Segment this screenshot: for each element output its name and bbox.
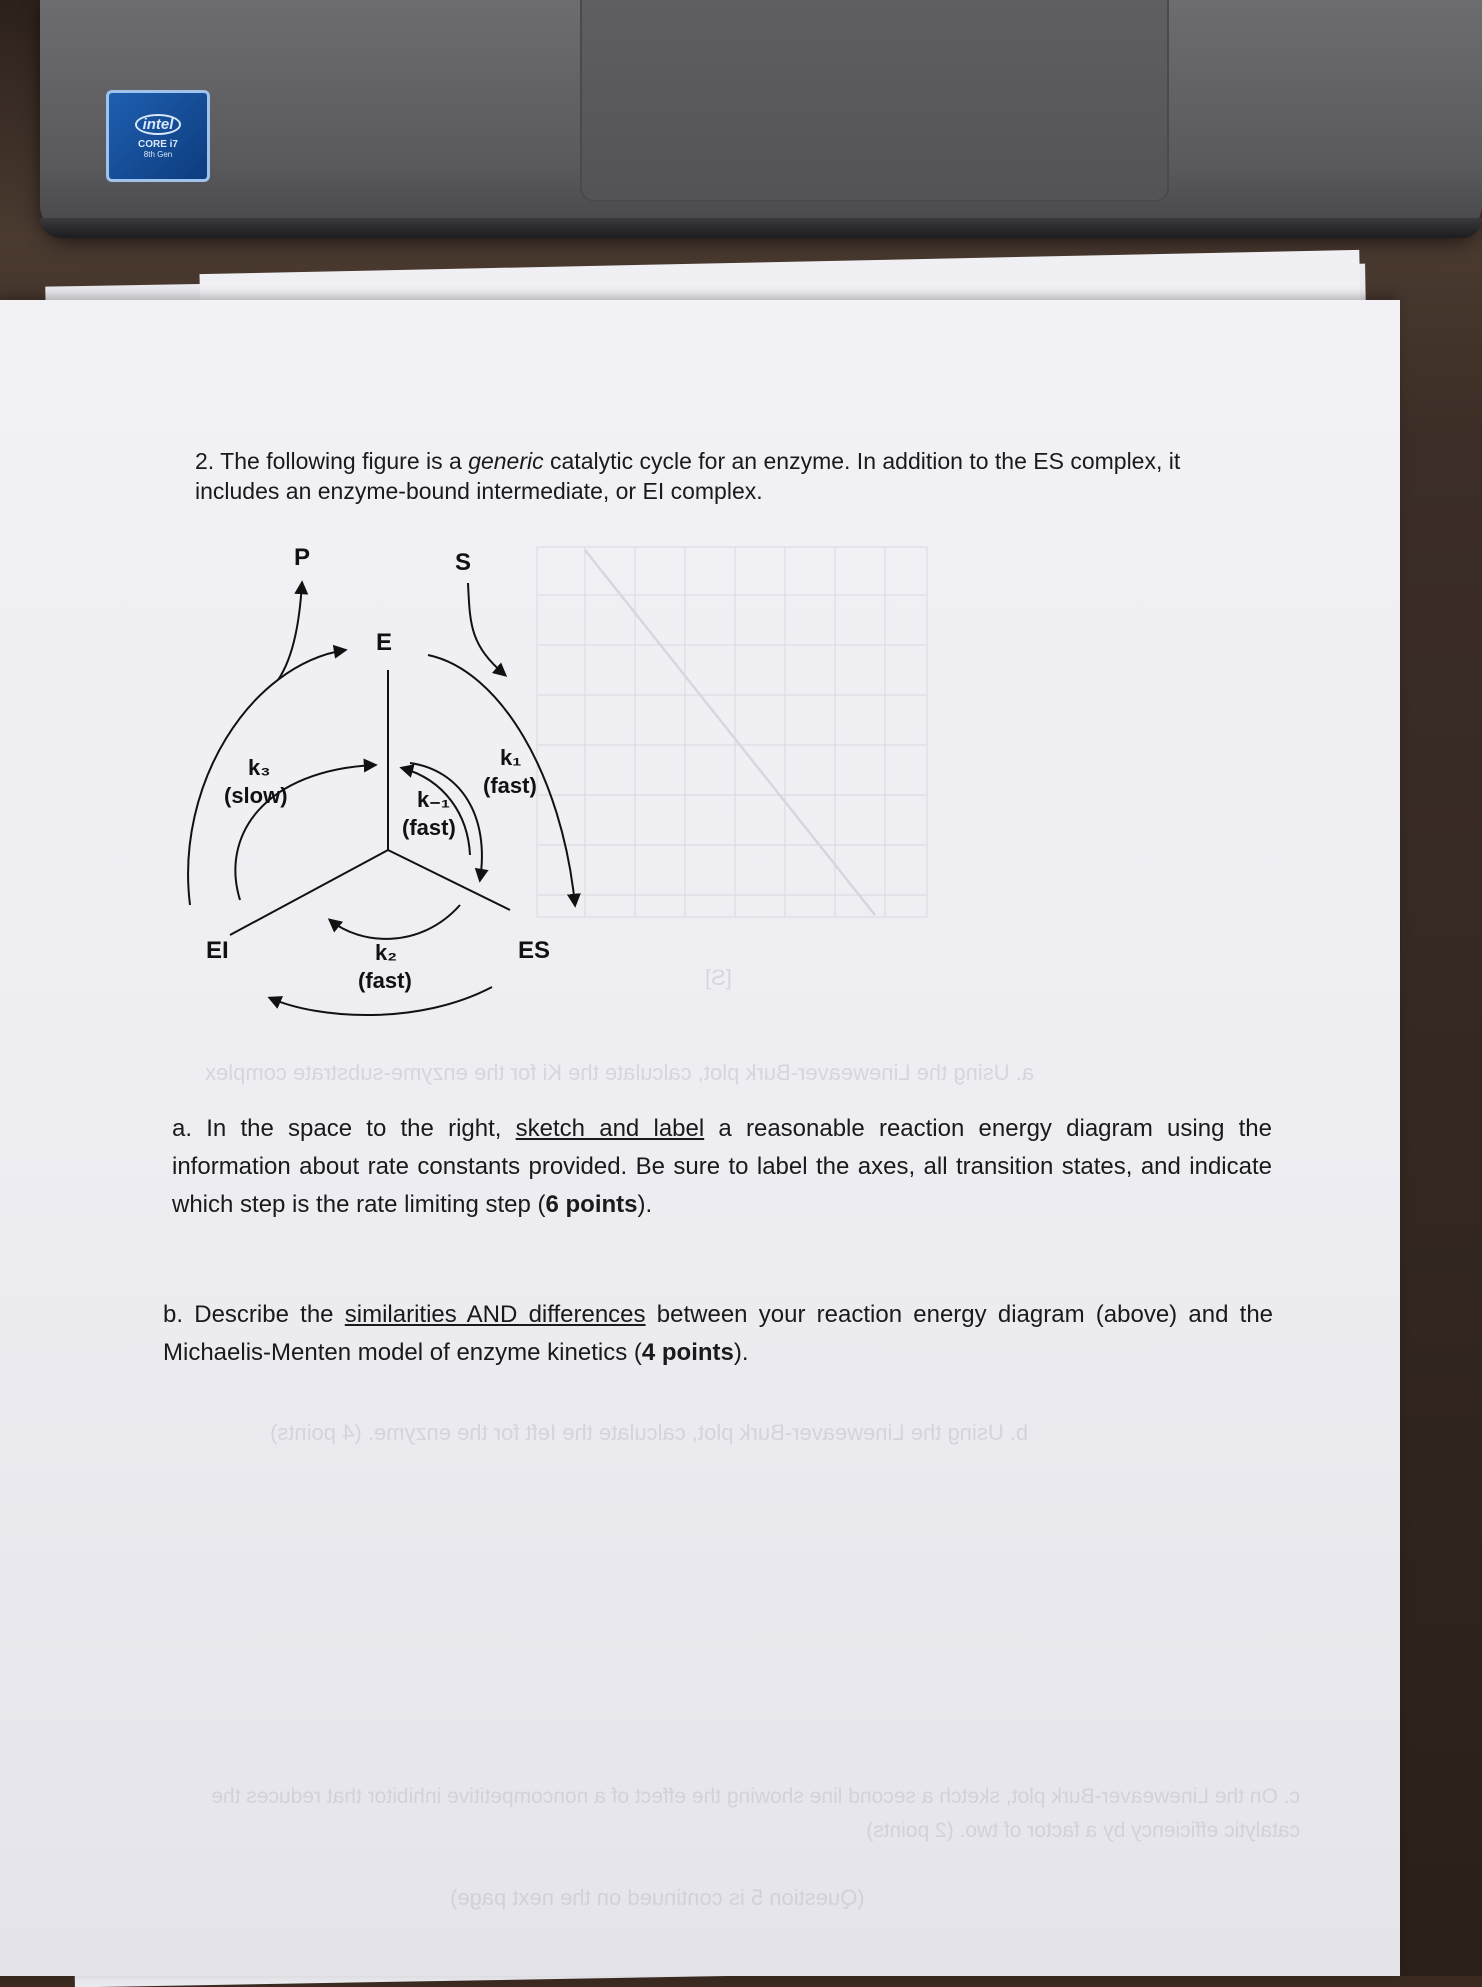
part-b-middle: between your reaction energy diagram (above) and the Michaelis-Menten model of enzyme kinetics ( bbox=[163, 1301, 1274, 1366]
bleed-through-line: a. Using the Lineweaver-Burk plot, calculate the Ki for the enzyme-substrate complex bbox=[205, 1060, 1035, 1085]
part-b-underlined: similarities AND differences bbox=[344, 1301, 646, 1328]
bleed-through-axis-label: [S] bbox=[705, 965, 732, 990]
part-a-points: 6 points bbox=[545, 1191, 638, 1218]
intel-badge bbox=[106, 90, 210, 182]
question-part-b bbox=[163, 1296, 1273, 1372]
part-a-underlined: sketch and label bbox=[515, 1115, 705, 1142]
label-k3: k₃ bbox=[248, 755, 271, 780]
laptop-trackpad bbox=[580, 0, 1169, 202]
part-a-middle: a reasonable reaction energy diagram using the information about rate constants provided. Be sure to label the axes, all transition states, and indicate which step is the rate limiting step ( bbox=[172, 1115, 1273, 1218]
part-a-prefix: a. In the space to the right, bbox=[172, 1115, 502, 1142]
intel-badge-model: CORE i7 bbox=[137, 138, 178, 150]
question-intro-italic: generic bbox=[468, 448, 544, 474]
label-ei: EI bbox=[206, 937, 229, 964]
laptop-edge bbox=[40, 218, 1482, 238]
label-kminus1: k₋₁ bbox=[417, 787, 450, 812]
question-number: 2. bbox=[195, 448, 215, 474]
spoke-es bbox=[388, 850, 510, 910]
label-k1-rate: (fast) bbox=[483, 773, 537, 798]
spoke-ei bbox=[230, 850, 388, 935]
arrow-substrate-binding bbox=[468, 583, 505, 675]
label-k2-rate: (fast) bbox=[358, 968, 412, 993]
label-s: S bbox=[455, 549, 472, 576]
label-es: ES bbox=[518, 937, 551, 964]
bleed-through-line: b. Using the Lineweaver-Burk plot, calculate the Ieft for the enzyme. (4 points) bbox=[270, 1420, 1029, 1445]
label-k2: k₂ bbox=[375, 940, 398, 965]
part-b-prefix: b. Describe the bbox=[163, 1301, 334, 1328]
label-kminus1-rate: (fast) bbox=[402, 815, 456, 840]
intel-badge-gen: 8th Gen bbox=[143, 149, 173, 159]
question-intro bbox=[195, 446, 1255, 506]
bleed-through-line: c. On the Lineweaver-Burk plot, sketch a second line showing the effect of a noncompetitive inhibitor that reduces the catalytic efficiency by a factor of two. (2 points) bbox=[211, 1785, 1300, 1842]
question-intro-text-1: The following figure is a bbox=[220, 448, 462, 474]
arrow-k2-inner bbox=[330, 905, 460, 939]
part-a-suffix: ). bbox=[637, 1191, 653, 1218]
question-part-a bbox=[172, 1110, 1272, 1224]
label-p: P bbox=[294, 544, 311, 571]
part-b-suffix: ). bbox=[733, 1339, 749, 1366]
catalytic-cycle-diagram bbox=[170, 525, 600, 1025]
intel-badge-brand: intel bbox=[135, 114, 182, 135]
question-intro-text-2: catalytic cycle for an enzyme. In addition to the ES complex, it includes an enzyme-bound intermediate, or EI complex. bbox=[195, 448, 1181, 504]
label-k3-rate: (slow) bbox=[224, 783, 288, 808]
bleed-through-line: (Question 5 is continued on the next page) bbox=[450, 1885, 865, 1910]
label-e: E bbox=[376, 629, 393, 656]
part-b-points: 4 points bbox=[641, 1339, 734, 1366]
label-k1: k₁ bbox=[500, 745, 522, 770]
